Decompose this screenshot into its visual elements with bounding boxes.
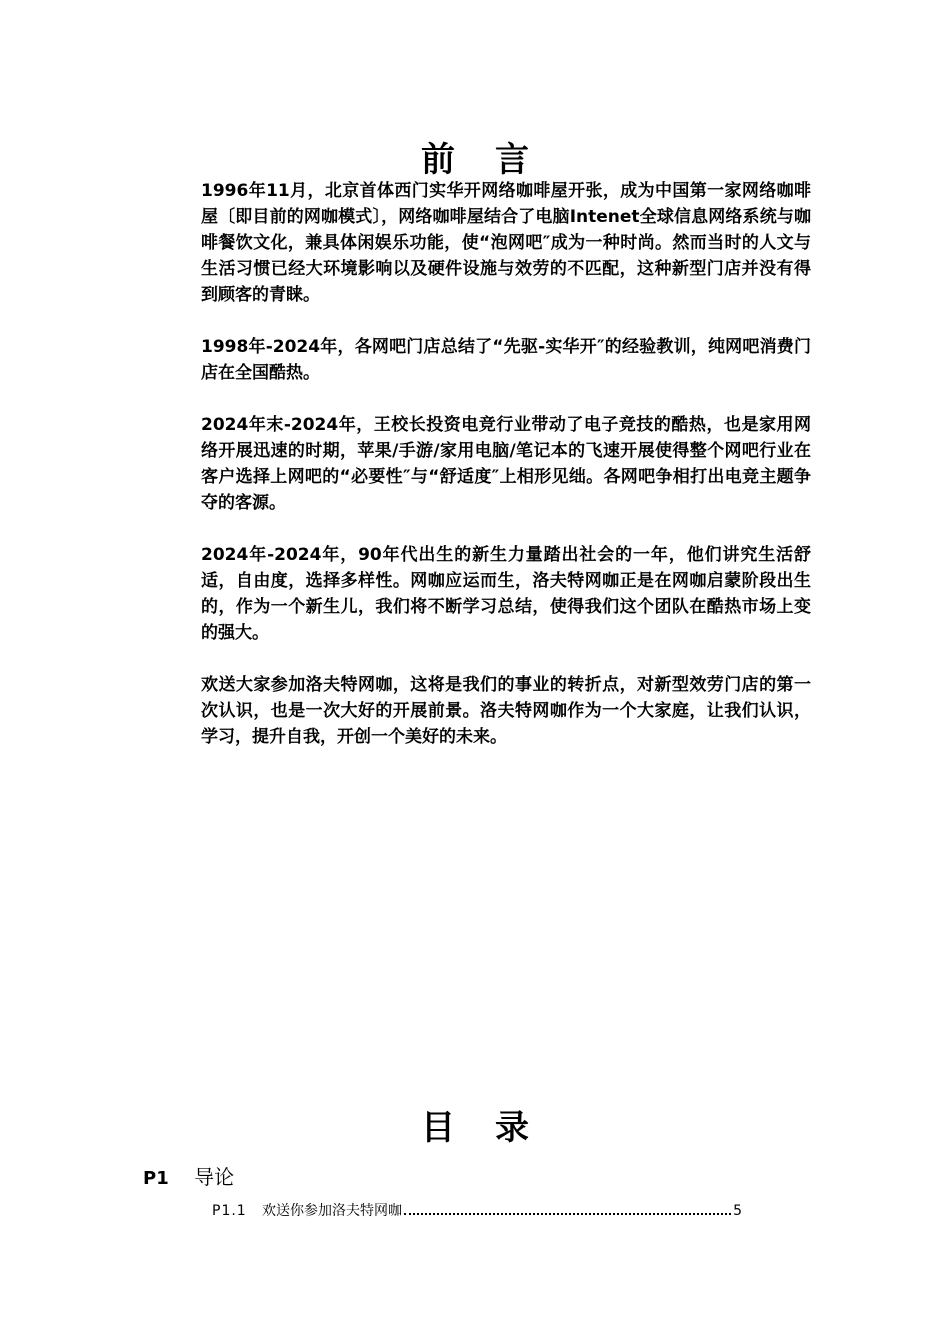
toc-heading: 目录 <box>421 1108 569 1148</box>
preface-paragraph-1: 1996年11月，北京首体西门实华开网络咖啡屋开张，成为中国第一家网络咖啡屋〔即目前的网咖模式〕，网络咖啡屋结合了电脑Intenet全球信息网络系统与咖啡餐饮文化，兼具体闲娱乐功能，使“泡网吧″成为一种时尚。然而当时的人文与生活习惯已经大环境影响以及硬件设施与效劳的不匹配，这种新型门店并没有得到顾客的青睐。 <box>201 181 811 305</box>
preface-paragraph-2: 1998年-2024年，各网吧门店总结了“先驱-实华开″的经验教训，纯网吧消费门店在全国酷热。 <box>201 337 811 383</box>
toc-entry-code: P1.1 <box>212 1203 247 1219</box>
preface-paragraph-5: 欢送大家参加洛夫特网咖，这将是我们的事业的转折点，对新型效劳门店的第一次认识，也是一次大好的开展前景。洛夫特网咖作为一个大家庭，让我们认识，学习，提升自我，开创一个美好的未来。 <box>201 675 811 747</box>
toc-chapter-title: 导论 <box>194 1165 235 1189</box>
preface-paragraph-4: 2024年-2024年，90年代出生的新生力量踏出社会的一年，他们讲究生活舒适，自由度，选择多样性。网咖应运而生，洛夫特网咖正是在网咖启蒙阶段出生的，作为一个新生儿，我们将不断学习总结，使得我们这个团队在酷热市场上变的强大。 <box>201 545 811 643</box>
toc-dot-leader <box>404 1213 731 1215</box>
toc-entry[interactable] <box>212 1200 742 1222</box>
toc-entry-page-number: 5 <box>733 1203 742 1219</box>
preface-paragraph-3: 2024年末-2024年，王校长投资电竞行业带动了电子竞技的酷热，也是家用网络开展迅速的时期，苹果/手游/家用电脑/笔记本的飞速开展使得整个网吧行业在客户选择上网吧的“必要性″与“舒适度″上相形见绌。各网吧争相打出电竞主题争夺的客源。 <box>201 415 811 513</box>
preface-body <box>201 178 811 776</box>
toc-entry-title: 欢送你参加洛夫特网咖 <box>262 1203 402 1219</box>
toc-chapter[interactable] <box>143 1162 234 1192</box>
preface-heading: 前言 <box>421 140 569 180</box>
toc-chapter-code: P1 <box>143 1168 169 1189</box>
